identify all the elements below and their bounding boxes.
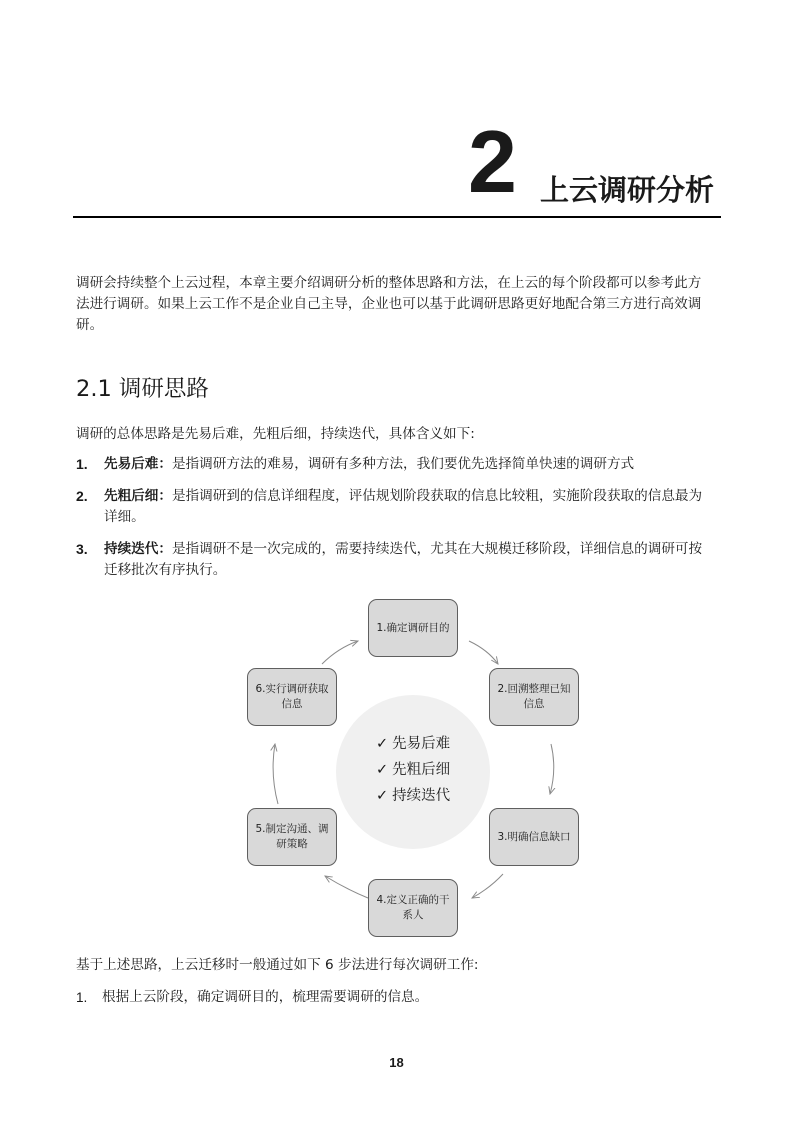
step-box-5	[247, 808, 337, 866]
principle-item	[376, 783, 450, 809]
step-label: 4.定义正确的干系人	[376, 894, 450, 921]
step-label: 6.实行调研获取信息	[255, 683, 329, 710]
check-icon: ✓	[376, 762, 389, 778]
principle-text: 先易后难	[392, 736, 451, 752]
step-label: 3.明确信息缺口	[497, 830, 571, 843]
step-label: 2.回溯整理已知信息	[497, 683, 571, 710]
list-item-text: 是指调研到的信息详细程度，评估规划阶段获取的信息比较粗，实施阶段获取的信息最为详细。	[104, 488, 703, 525]
list-item-term: 先易后难	[104, 456, 159, 472]
section-heading: 2.1 调研思路	[76, 376, 209, 402]
research-cycle-diagram	[240, 594, 600, 944]
page-number: 18	[389, 1055, 404, 1070]
list-item	[76, 454, 712, 475]
chapter-number: 2	[468, 112, 515, 211]
principle-text: 先粗后细	[392, 762, 451, 778]
step-box-2	[489, 668, 579, 726]
chapter-divider	[73, 216, 721, 218]
principle-item	[376, 731, 450, 757]
step-box-4	[368, 879, 458, 937]
list-item-text: 根据上云阶段，确定调研目的，梳理需要调研的信息。	[102, 989, 429, 1005]
six-step-intro: 基于上述思路，上云迁移时一般通过如下 6 步法进行每次调研工作:	[76, 957, 479, 973]
step-box-3	[489, 808, 579, 866]
step-box-6	[247, 668, 337, 726]
list-item-number: 1.	[76, 990, 88, 1005]
list-item	[76, 987, 428, 1008]
check-icon: ✓	[376, 788, 389, 804]
section-lead: 调研的总体思路是先易后难，先粗后细，持续迭代，具体含义如下:	[76, 426, 475, 442]
principle-item	[376, 757, 450, 783]
term-colon: ：	[158, 456, 172, 472]
intro-paragraph: 调研会持续整个上云过程，本章主要介绍调研分析的整体思路和方法，在上云的每个阶段都可以参考此方法进行调研。如果上云工作不是企业自己主导，企业也可以基于此调研思路更好地配合第三方进行高效调研。	[76, 275, 702, 333]
arrow-step3-to-step4	[472, 874, 503, 898]
arrow-step6-to-step1	[322, 641, 358, 664]
principles-list	[376, 731, 450, 809]
list-item	[76, 539, 712, 581]
step-label: 5.制定沟通、调研策略	[255, 823, 329, 850]
list-item-term: 持续迭代	[104, 541, 159, 557]
principle-text: 持续迭代	[392, 788, 451, 804]
term-colon: ：	[158, 541, 172, 557]
list-item	[76, 486, 712, 528]
check-icon: ✓	[376, 736, 389, 752]
step-box-1	[368, 599, 458, 657]
step-label: 1.确定调研目的	[376, 621, 450, 634]
arrow-step5-to-step6	[273, 744, 278, 804]
list-item-text: 是指调研方法的难易，调研有多种方法，我们要优先选择简单快速的调研方式	[171, 456, 635, 472]
chapter-title: 上云调研分析	[540, 173, 715, 207]
arrow-step4-to-step5	[325, 876, 368, 898]
list-item-number: 1.	[76, 456, 88, 472]
list-item-number: 2.	[76, 488, 88, 504]
term-colon: ：	[158, 488, 172, 504]
list-item-term: 先粗后细	[104, 488, 159, 504]
list-item-number: 3.	[76, 541, 88, 557]
arrow-step1-to-step2	[469, 641, 498, 664]
list-item-text: 是指调研不是一次完成的，需要持续迭代，尤其在大规模迁移阶段，详细信息的调研可按迁移批次有序执行。	[104, 541, 703, 578]
arrow-step2-to-step3	[550, 744, 554, 794]
